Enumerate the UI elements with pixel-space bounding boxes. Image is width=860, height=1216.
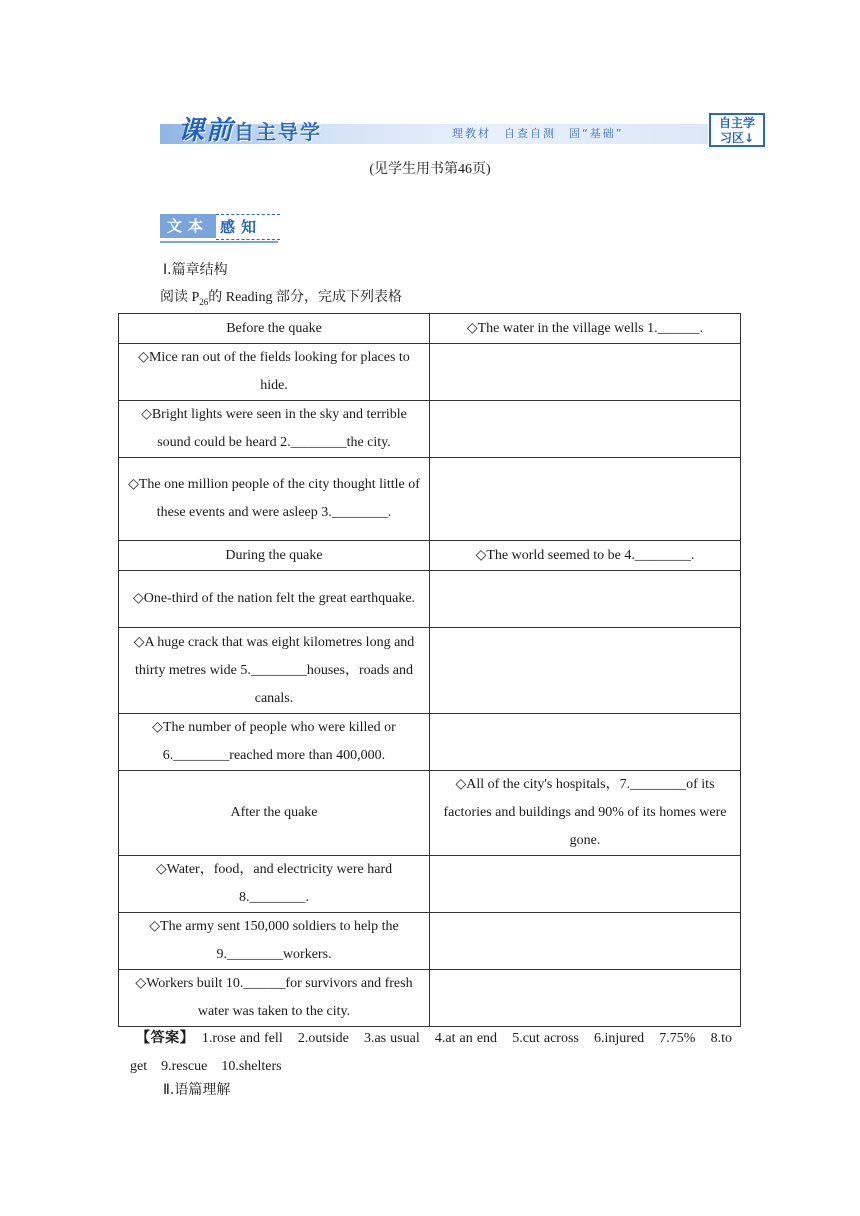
table-cell	[430, 344, 741, 401]
section-tag-rest: 感知	[216, 214, 280, 240]
table-row	[119, 856, 741, 913]
badge-line-2: 习区↓	[719, 131, 755, 145]
table-cell	[430, 856, 741, 913]
banner-title	[178, 110, 322, 147]
table-row	[119, 771, 741, 856]
table-row	[119, 628, 741, 714]
table-cell: After the quake	[119, 771, 430, 856]
table-row	[119, 970, 741, 1027]
table-cell	[430, 970, 741, 1027]
table-cell: ◇All of the city's hospitals，7.________of its factories and buildings and 90% of its homes were gone.	[430, 771, 741, 856]
table-cell: ◇Mice ran out of the fields looking for places to hide.	[119, 344, 430, 401]
table-cell: During the quake	[119, 541, 430, 571]
table-cell	[430, 714, 741, 771]
table-cell	[430, 401, 741, 458]
badge-line-1: 自主学	[718, 116, 755, 130]
banner-title-plain: 自主导学	[234, 120, 323, 144]
table-cell: ◇The world seemed to be 4.________.	[430, 541, 741, 571]
section-tag-boxed: 文本	[160, 214, 216, 238]
table-row	[119, 344, 741, 401]
instruction-subscript: 26	[199, 296, 209, 307]
table-row	[119, 314, 741, 344]
banner-title-italic: 课前	[178, 116, 235, 146]
table-cell: ◇Bright lights were seen in the sky and terrible sound could be heard 2.________the city.	[119, 401, 430, 458]
table-cell	[430, 628, 741, 714]
table-row	[119, 541, 741, 571]
table-cell: ◇A huge crack that was eight kilometres long and thirty metres wide 5.________houses，roads and canals.	[119, 628, 430, 714]
table-cell: Before the quake	[119, 314, 430, 344]
instruction	[160, 286, 402, 307]
section-tag-underline	[160, 241, 278, 243]
table-row	[119, 401, 741, 458]
answer-text: 1.rose and fell 2.outside 3.as usual 4.at an end 5.cut across 6.injured 7.75% 8.to get 9.rescue 10.shelters	[130, 1031, 733, 1074]
instruction-suffix: 的 Reading 部分，完成下列表格	[208, 290, 402, 305]
table-row	[119, 714, 741, 771]
table-cell: ◇The number of people who were killed or 6.________reached more than 400,000.	[119, 714, 430, 771]
table-cell: ◇Water，food，and electricity were hard 8.________.	[119, 856, 430, 913]
instruction-prefix: 阅读 P	[160, 290, 200, 305]
answer-key	[130, 1024, 732, 1081]
banner-subtitle: 理教材 自查自测 固“基础”	[452, 127, 624, 140]
table-row	[119, 458, 741, 541]
page-reference: (见学生用书第46页)	[369, 162, 491, 177]
self-study-badge	[709, 113, 765, 147]
section-banner	[160, 110, 768, 150]
table-cell	[430, 571, 741, 628]
section-tag	[160, 214, 280, 244]
table-cell: ◇Workers built 10.______for survivors and fresh water was taken to the city.	[119, 970, 430, 1027]
structure-table	[118, 313, 741, 1027]
part2-heading: Ⅱ.语篇理解	[163, 1082, 231, 1098]
table-cell	[430, 458, 741, 541]
table-cell: ◇One-third of the nation felt the great earthquake.	[119, 571, 430, 628]
answer-label: 【答案】	[136, 1030, 188, 1046]
table-cell	[430, 913, 741, 970]
table-cell: ◇The army sent 150,000 soldiers to help the 9.________workers.	[119, 913, 430, 970]
table-row	[119, 913, 741, 970]
table-row	[119, 571, 741, 628]
part1-heading: Ⅰ.篇章结构	[163, 262, 228, 278]
table-cell: ◇The water in the village wells 1.______.	[430, 314, 741, 344]
table-cell: ◇The one million people of the city thought little of these events and were asleep 3.________.	[119, 458, 430, 541]
